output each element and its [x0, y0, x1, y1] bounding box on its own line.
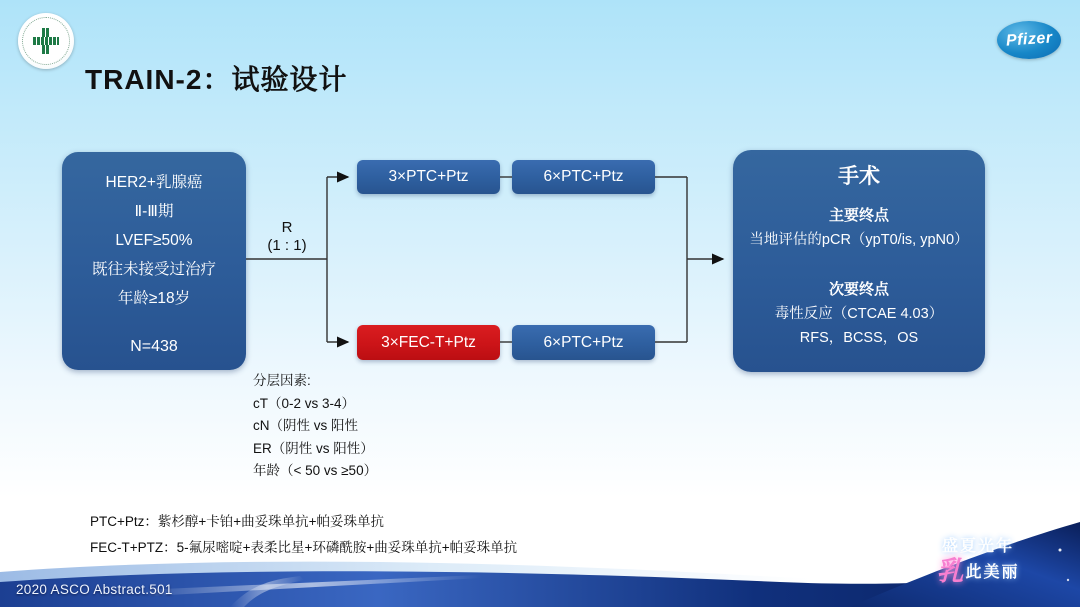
stratification-heading: 分层因素: — [253, 373, 311, 388]
eligibility-box — [62, 152, 246, 370]
eligibility-line: HER2+乳腺癌 — [105, 174, 203, 191]
green-cross-icon — [33, 28, 59, 54]
eligibility-line: Ⅱ-Ⅲ期 — [134, 203, 174, 220]
pfizer-logo-text: Pfizer — [1005, 29, 1053, 50]
randomization-ratio: (1 : 1) — [267, 237, 307, 254]
eligibility-line: 年龄≥18岁 — [117, 290, 191, 307]
secondary-endpoint-text1: 毒性反应（CTCAE 4.03） — [774, 306, 944, 322]
sample-size: N=438 — [130, 338, 178, 355]
surgery-endpoints-box — [733, 150, 985, 372]
footnote-fec: FEC-T+PTZ：5-氟尿嘧啶+表柔比星+环磷酰胺+曲妥珠单抗+帕妥珠单抗 — [90, 540, 518, 555]
pink-ribbon-character: 乳 — [936, 556, 966, 586]
randomization-r: R — [281, 219, 293, 236]
arm-top-step2-box: 6×PTC+Ptz — [512, 160, 655, 194]
secondary-endpoint-text2: RFS，BCSS，OS — [799, 330, 919, 346]
page-title: TRAIN-2：试验设计 — [85, 64, 348, 95]
campaign-theme-line2-rest: 此美丽 — [965, 564, 1020, 581]
campaign-theme-line1: 盛夏光年 — [941, 538, 1014, 555]
randomization-label — [255, 219, 319, 255]
arm-top-step1-box: 3×PTC+Ptz — [357, 160, 500, 194]
eligibility-line: LVEF≥50% — [115, 232, 193, 249]
pfizer-logo-icon — [997, 21, 1061, 59]
stratification-item: 年龄（< 50 vs ≥50） — [253, 463, 378, 478]
citation-text: 2020 ASCO Abstract.501 — [16, 582, 173, 597]
primary-endpoint-heading: 主要终点 — [828, 207, 889, 224]
footnote-ptc: PTC+Ptz：紫杉醇+卡铂+曲妥珠单抗+帕妥珠单抗 — [90, 514, 385, 529]
primary-endpoint-text: 当地评估的pCR（ypT0/is, ypN0） — [749, 232, 969, 248]
arm-bottom-step1-box: 3×FEC-T+Ptz — [357, 325, 500, 360]
eligibility-line: 既往未接受过治疗 — [91, 261, 216, 278]
stratification-item: cN（阴性 vs 阳性 — [253, 418, 359, 433]
hospital-logo-icon — [18, 13, 74, 69]
stratification-item: cT（0-2 vs 3-4） — [253, 395, 356, 411]
surgery-title: 手术 — [838, 165, 880, 188]
stratification-item: ER（阴性 vs 阳性） — [253, 440, 374, 456]
campaign-theme — [898, 535, 1058, 585]
campaign-theme-line2 — [898, 556, 1058, 586]
stratification-block — [253, 370, 377, 483]
secondary-endpoint-heading: 次要终点 — [828, 281, 889, 298]
arm-bottom-step2-box: 6×PTC+Ptz — [512, 325, 655, 360]
